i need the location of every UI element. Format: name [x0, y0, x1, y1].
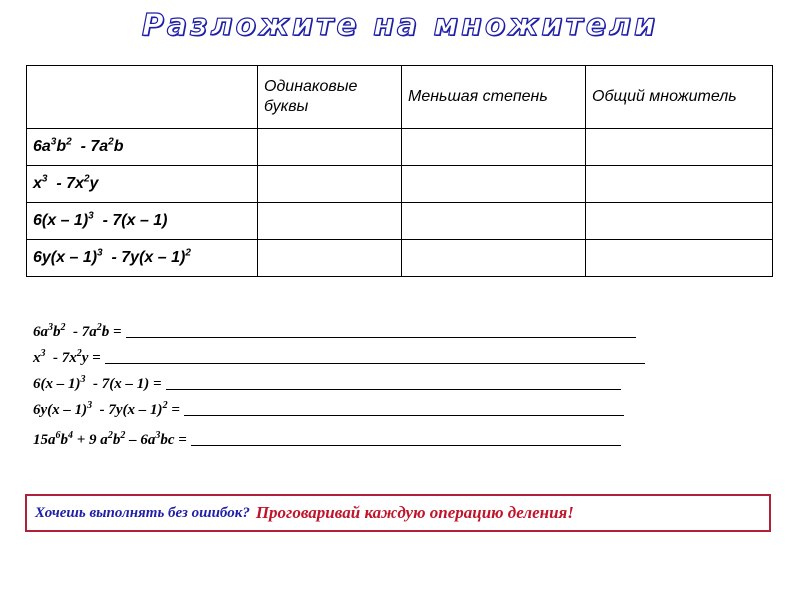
expression-part: b: [60, 432, 68, 448]
header-cell: Одинаковые буквы: [258, 66, 402, 129]
expression-part: - 7x: [45, 350, 77, 366]
exponent: 3: [80, 374, 86, 385]
exercise-line: [33, 397, 683, 423]
exercise-expression: [33, 324, 122, 340]
exercise-line: [33, 345, 683, 371]
answer-cell[interactable]: [586, 166, 773, 203]
exponent: 3: [41, 173, 48, 185]
expression-part: x: [33, 350, 41, 366]
expression-part: b: [113, 138, 124, 155]
answer-cell[interactable]: [258, 203, 402, 240]
exponent: 2: [162, 400, 168, 411]
expression-part: y: [89, 175, 99, 192]
expression-part: - 7(x – 1): [93, 212, 168, 229]
exponent: 3: [50, 136, 57, 148]
answer-blank[interactable]: [191, 429, 621, 446]
exercise-expression: [33, 350, 101, 366]
expression-part: b: [56, 138, 67, 155]
expression-cell: [27, 203, 258, 240]
exponent: 3: [97, 247, 103, 259]
expression-part: =: [167, 402, 180, 418]
expression-part: 6y(x – 1): [33, 249, 98, 266]
expression-part: - 7a: [65, 324, 97, 340]
answer-blank[interactable]: [166, 373, 621, 390]
exponent: 4: [68, 430, 73, 441]
exponent: 2: [66, 136, 72, 148]
exercise-expression: [33, 376, 162, 392]
table-row: [27, 203, 773, 240]
expression-part: - 7a: [71, 138, 109, 155]
expression-part: 6a: [33, 138, 51, 155]
expression-part: y =: [81, 350, 101, 366]
expression-part: x: [33, 175, 42, 192]
exercise-line: [33, 319, 683, 345]
header-cell: [27, 66, 258, 129]
table-row: [27, 129, 773, 166]
answer-cell[interactable]: [402, 240, 586, 277]
answer-blank[interactable]: [105, 347, 645, 364]
exponent: 2: [107, 430, 113, 441]
expression-part: 6(x – 1): [33, 212, 89, 229]
answer-cell[interactable]: [586, 203, 773, 240]
exponent: 2: [120, 430, 126, 441]
header-cell: Меньшая степень: [402, 66, 586, 129]
exercise-expression: [33, 432, 187, 448]
exponent: 3: [88, 210, 94, 222]
factor-table: [26, 65, 773, 277]
hint-box: [25, 494, 771, 532]
answer-cell[interactable]: [258, 240, 402, 277]
answer-cell[interactable]: [402, 203, 586, 240]
exercise-line: [33, 427, 683, 453]
expression-part: b =: [101, 324, 122, 340]
expression-part: - 7(x – 1) =: [85, 376, 162, 392]
answer-cell[interactable]: [402, 129, 586, 166]
exponent: 3: [155, 430, 161, 441]
exponent: 2: [60, 322, 66, 333]
answer-blank[interactable]: [126, 321, 636, 338]
table-row: [27, 240, 773, 277]
exponent: 2: [76, 348, 82, 359]
page-title: Разложите на множители: [141, 8, 659, 43]
hint-answer: Проговаривай каждую операцию деления!: [255, 503, 574, 522]
exercise-line: [33, 371, 683, 397]
exponent: 3: [40, 348, 46, 359]
expression-part: 6(x – 1): [33, 376, 81, 392]
expression-cell: [27, 129, 258, 166]
exponent: 2: [185, 247, 191, 259]
exponent: 2: [108, 136, 114, 148]
expression-cell: [27, 166, 258, 203]
answer-cell[interactable]: [586, 240, 773, 277]
exponent: 6: [55, 430, 61, 441]
answer-cell[interactable]: [258, 166, 402, 203]
expression-part: b: [112, 432, 121, 448]
expression-part: b: [53, 324, 61, 340]
hint-question: Хочешь выполнять без ошибок?: [35, 504, 250, 521]
exponent: 2: [83, 173, 90, 185]
answer-cell[interactable]: [402, 166, 586, 203]
exercise-list: [33, 319, 683, 453]
expression-part: – 6a: [125, 432, 156, 448]
expression-part: - 7y(x – 1): [102, 249, 186, 266]
expression-cell: [27, 240, 258, 277]
exponent: 3: [87, 400, 93, 411]
expression-part: bc =: [160, 432, 187, 448]
table-row: [27, 166, 773, 203]
exponent: 2: [96, 322, 102, 333]
expression-part: 6a: [33, 324, 48, 340]
expression-part: 15a: [33, 432, 56, 448]
answer-cell[interactable]: [258, 129, 402, 166]
expression-part: + 9 a: [73, 432, 108, 448]
header-cell: Общий множитель: [586, 66, 773, 129]
answer-blank[interactable]: [184, 399, 624, 416]
exercise-expression: [33, 402, 180, 418]
exponent: 3: [48, 322, 53, 333]
table-header-row: [27, 66, 773, 129]
expression-part: 6y(x – 1): [33, 402, 88, 418]
expression-part: - 7y(x – 1): [92, 402, 163, 418]
answer-cell[interactable]: [586, 129, 773, 166]
expression-part: - 7x: [47, 175, 84, 192]
